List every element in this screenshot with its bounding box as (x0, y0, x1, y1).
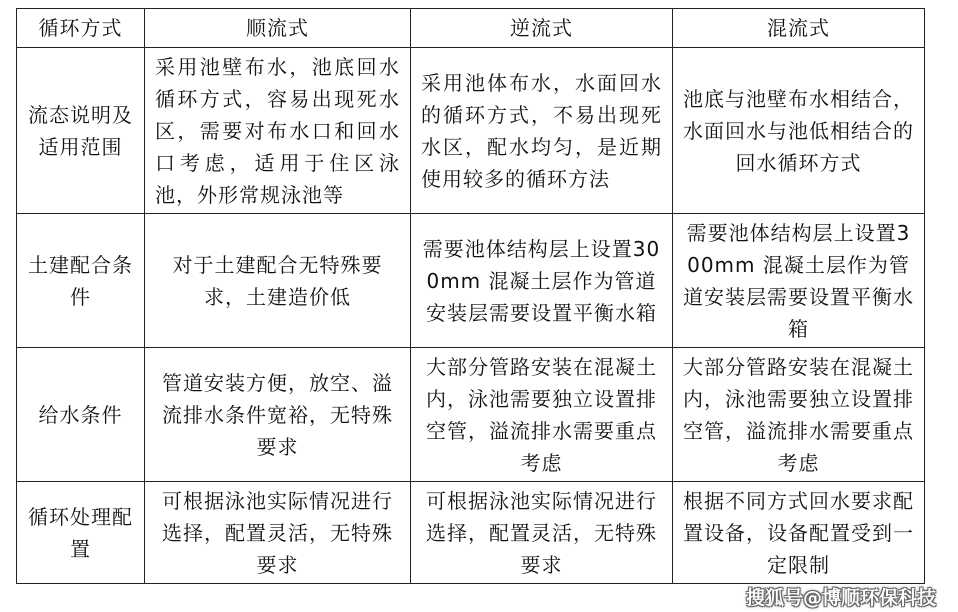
table-cell: 大部分管路安装在混凝土内，泳池需要独立设置排空管，溢流排水需要重点考虑 (673, 348, 925, 482)
table-cell: 管道安装方便，放空、溢流排水条件宽裕，无特殊要求 (145, 348, 411, 482)
table-cell: 根据不同方式回水要求配置设备，设备配置受到一定限制 (673, 482, 925, 584)
table-row (17, 348, 925, 482)
header-cell: 循环方式 (17, 9, 145, 48)
comparison-table (16, 8, 925, 584)
row-label: 土建配合条件 (17, 214, 145, 348)
row-label: 给水条件 (17, 348, 145, 482)
table-row (17, 482, 925, 584)
row-label: 循环处理配置 (17, 482, 145, 584)
table-cell: 可根据泳池实际情况进行选择，配置灵活，无特殊要求 (145, 482, 411, 584)
table-cell: 采用池体布水，水面回水的循环方式，不易出现死水区，配水均匀，是近期使用较多的循环方法 (411, 48, 673, 214)
header-cell: 逆流式 (411, 9, 673, 48)
table-cell: 采用池壁布水，池底回水循环方式，容易出现死水区，需要对布水口和回水口考虑，适用于住区泳池，外形常规泳池等 (145, 48, 411, 214)
row-label: 流态说明及适用范围 (17, 48, 145, 214)
table-cell: 大部分管路安装在混凝土内，泳池需要独立设置排空管，溢流排水需要重点考虑 (411, 348, 673, 482)
table-cell: 池底与池壁布水相结合，水面回水与池低相结合的回水循环方式 (673, 48, 925, 214)
table-cell: 需要池体结构层上设置300mm 混凝土层作为管道安装层需要设置平衡水箱 (673, 214, 925, 348)
table-row (17, 48, 925, 214)
table-cell: 对于土建配合无特殊要求，土建造价低 (145, 214, 411, 348)
table-cell: 需要池体结构层上设置300mm 混凝土层作为管道安装层需要设置平衡水箱 (411, 214, 673, 348)
table-header-row (17, 9, 925, 48)
table-row (17, 214, 925, 348)
header-cell: 顺流式 (145, 9, 411, 48)
table-cell: 可根据泳池实际情况进行选择，配置灵活，无特殊要求 (411, 482, 673, 584)
header-cell: 混流式 (673, 9, 925, 48)
watermark: 搜狐号@博顺环保科技 (745, 587, 936, 609)
